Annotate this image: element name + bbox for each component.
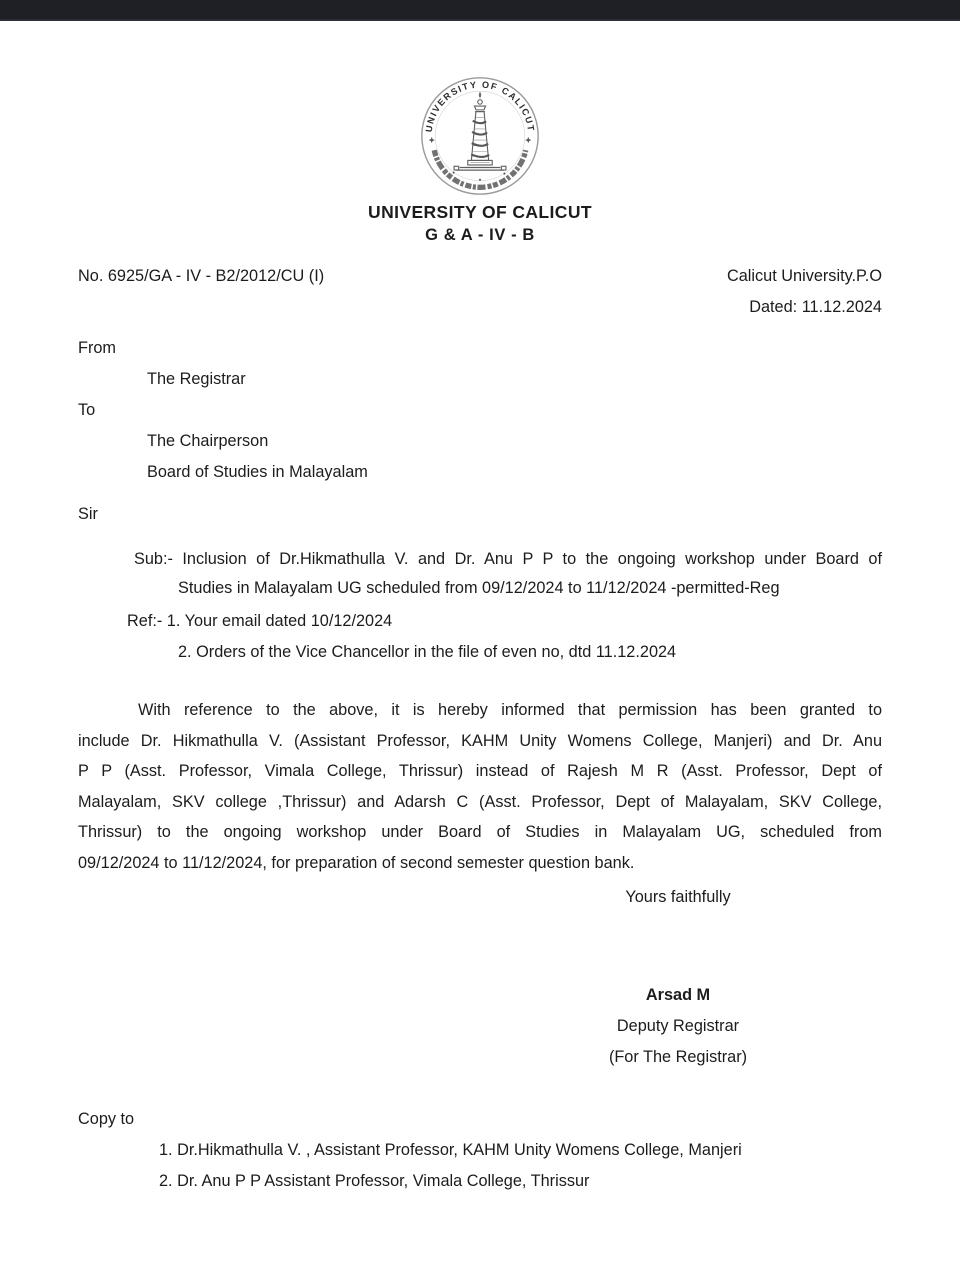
- meta-row: [78, 261, 882, 323]
- to-value-line2: Board of Studies in Malayalam: [147, 463, 368, 481]
- copy-to-block: [78, 1104, 882, 1197]
- document-page: [0, 21, 960, 1197]
- body-paragraph: [78, 695, 882, 878]
- body-line: With reference to the above, it is hereby informed that permission has been granted to: [138, 701, 882, 719]
- file-number: No. 6925/GA - IV - B2/2012/CU (I): [78, 267, 325, 285]
- dept-section-line: G & A - IV - B: [425, 226, 535, 244]
- from-label: From: [78, 339, 116, 357]
- from-value: The Registrar: [147, 370, 246, 388]
- body-line: Thrissur) to the ongoing workshop under Board of Studies in Malayalam UG, scheduled from: [78, 823, 882, 841]
- seal-star-left: [429, 137, 435, 143]
- seal-lamp-tower-emblem: [454, 92, 506, 170]
- reference-line-1: Ref:- 1. Your email dated 10/12/2024: [127, 612, 393, 630]
- copy-to-item: 1. Dr.Hikmathulla V. , Assistant Professor, KAHM Unity Womens College, Manjeri: [159, 1141, 742, 1159]
- seal-star-right: [525, 137, 531, 143]
- copy-to-label: Copy to: [78, 1110, 135, 1128]
- place-date-block: [727, 261, 882, 323]
- university-of-calicut-seal-icon: [419, 75, 541, 197]
- signatory-designation: Deputy Registrar: [616, 1017, 740, 1035]
- to-label: To: [78, 401, 96, 419]
- valediction: Yours faithfully: [625, 888, 731, 906]
- org-name-heading: UNIVERSITY OF CALICUT: [368, 202, 592, 222]
- addressing-block: [78, 333, 882, 530]
- letterhead: [78, 21, 882, 197]
- to-value-line1: The Chairperson: [147, 432, 269, 450]
- reference-line-2: 2. Orders of the Vice Chancellor in the file of even no, dtd 11.12.2024: [178, 643, 677, 661]
- reference-block: [78, 606, 882, 668]
- body-line: P P (Asst. Professor, Vimala College, Thrissur) instead of Rajesh M R (Asst. Professor, Dept of: [78, 762, 882, 780]
- date-line: Dated: 11.12.2024: [749, 298, 882, 316]
- subject-block: [78, 545, 882, 603]
- body-line: include Dr. Hikmathulla V. (Assistant Professor, KAHM Unity Womens College, Manjeri) and Dr. Anu: [78, 731, 882, 750]
- copy-to-item: 2. Dr. Anu P P Assistant Professor, Vimala College, Thrissur: [159, 1172, 590, 1190]
- subject-line-1: Sub:- Inclusion of Dr.Hikmathulla V. and Dr. Anu P P to the ongoing workshop under Board of: [134, 550, 882, 568]
- signatory-name: Arsad M: [645, 986, 711, 1004]
- subject-line-2: Studies in Malayalam UG scheduled from 09/12/2024 to 11/12/2024 -permitted-Reg: [178, 579, 780, 597]
- salutation: Sir: [78, 505, 98, 523]
- seal-arc-text: UNIVERSITY OF CALICUT: [423, 79, 537, 133]
- station-line: Calicut University.P.O: [726, 267, 882, 285]
- signature-block: [518, 980, 838, 1073]
- signatory-for: (For The Registrar): [608, 1048, 748, 1066]
- body-line: 09/12/2024 to 11/12/2024, for preparation of second semester question bank.: [78, 853, 635, 872]
- seal-motto-script: [434, 150, 526, 187]
- body-line: Malayalam, SKV college ,Thrissur) and Adarsh C (Asst. Professor, Dept of Malayalam, SKV College,: [78, 792, 882, 811]
- status-bar: [0, 0, 960, 21]
